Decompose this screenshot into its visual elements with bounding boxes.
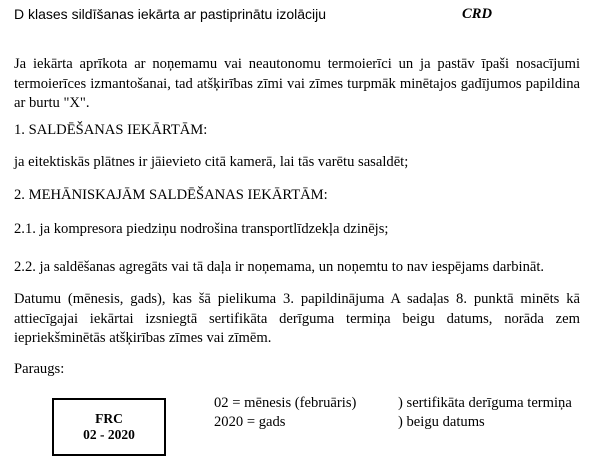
- example-mark-date: 02 - 2020: [83, 427, 135, 442]
- example-mark-code: FRC: [95, 411, 123, 426]
- legend-explanation-line-1: ) sertifikāta derīguma termiņa: [398, 395, 572, 411]
- legend-month: 02 = mēnesis (februāris): [214, 395, 357, 411]
- item-2-1: 2.1. ja kompresora piedziņu nodrošina transportlīdzekļa dzinējs;: [14, 221, 389, 237]
- legend-definitions: [214, 394, 356, 432]
- legend-explanation: [398, 394, 572, 432]
- document-title: D klases sildīšanas iekārta ar pastiprinātu izolāciju: [14, 6, 327, 22]
- section-1-text: ja eitektiskās plātnes ir jāievieto citā kamerā, lai tās varētu sasaldēt;: [14, 154, 409, 170]
- section-2-heading: 2. MEHĀNISKAJĀM SALDĒŠANAS IEKĀRTĀM:: [14, 187, 328, 203]
- intro-paragraph: Ja iekārta aprīkota ar noņemamu vai neautonomu termoierīci un ja pastāv īpaši nosacījumi termoierīces izmantošanai, tad atšķirības zīmi vai zīmes turpmāk minētajos gadījumos papildina ar burtu "X".: [14, 56, 580, 111]
- section-1-heading: 1. SALDĒŠANAS IEKĀRTĀM:: [14, 122, 208, 138]
- legend-year: 2020 = gads: [214, 414, 286, 430]
- legend-explanation-line-2: ) beigu datums: [398, 414, 485, 430]
- example-distinguishing-mark: [52, 398, 166, 456]
- example-label: Paraugs:: [14, 361, 65, 377]
- item-2-2: 2.2. ja saldēšanas agregāts vai tā daļa ir noņemama, un noņemtu to nav iespējams darbināt.: [14, 259, 545, 275]
- date-note-paragraph: Datumu (mēnesis, gads), kas šā pielikuma 3. papildinājuma A sadaļas 8. punktā minēts kā attiecīgajai iekārtai izsniegtā sertifikāta derīguma termiņa beigu datums, norāda zem iepriekšminētās atšķirības zīmes vai zīmēm.: [14, 291, 580, 346]
- class-code: CRD: [462, 6, 493, 22]
